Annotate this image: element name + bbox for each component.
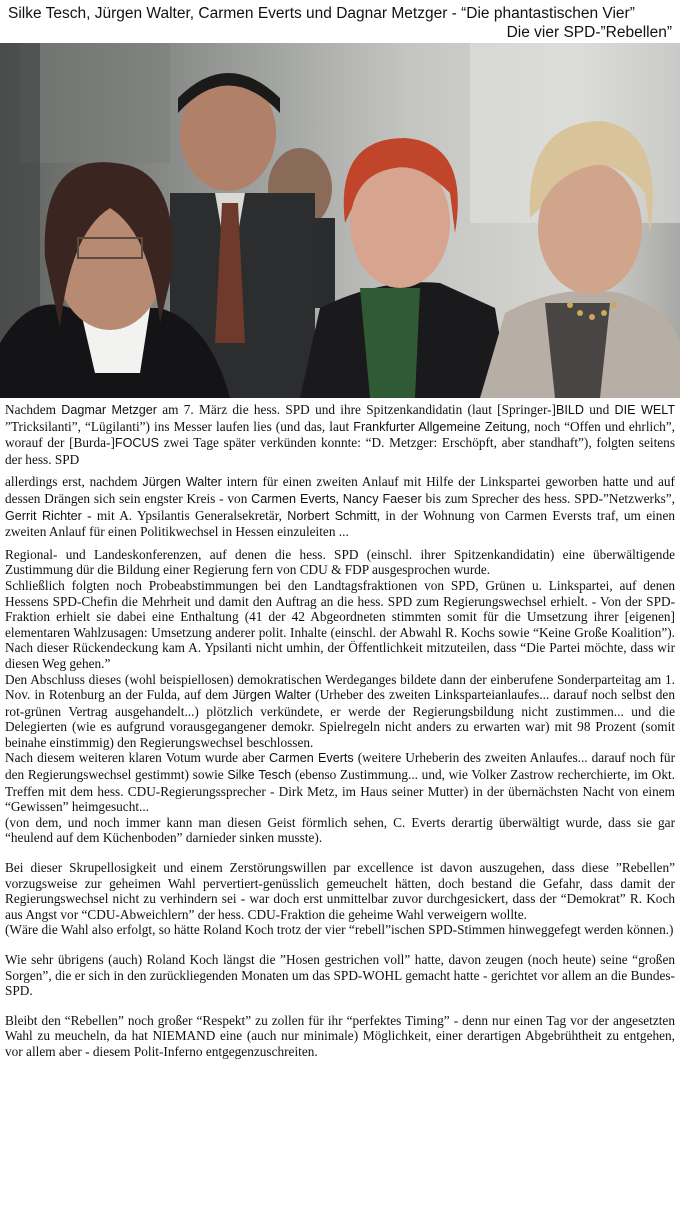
text-segment: intern für einen zweiten Anlauf mit Hilfe der Linkspartei geworben hatte und auf dessen Drängen sich sein engster Kreis - von: [5, 474, 675, 506]
text-segment: allerdings erst, nachdem: [5, 474, 143, 490]
title-line-rebels: Die vier SPD-”Rebellen”: [506, 24, 672, 41]
paragraph-wahl: (Wäre die Wahl also erfolgt, so hätte Roland Koch trotz der vier “rebell”ischen SPD-Stimmen hinweggefegt werden können.): [5, 922, 674, 938]
group-photo: [0, 43, 680, 398]
text-segment: (Urheber des zweiten Linksparteianlaufes... darauf noch selbst den rot-grünen Vertrag ausgehandelt...) plötzlich verkündete, er werde der Regierungsbildung nicht zustimmen... und die Delegierten (wie es aufgrund vorausgegangener demokr. Spielregeln nicht anders zu erwarten war) mit 98 Prozent (somit beinahe einstimmig) den Regierungswechsel beschlossen.: [5, 687, 675, 750]
text-segment: Nachdem: [5, 402, 62, 417]
paragraph-everts-tesch: [5, 750, 675, 814]
text-segment: und: [584, 402, 615, 417]
paragraph-konferenzen: Regional- und Landeskonferenzen, auf denen die hess. SPD (einschl. ihrer Spitzenkandidatin) eine überwältigende Zustimmung dür die Bildung einer Regierung fern von CDU & FDP ausgesprochen wurde.: [5, 546, 675, 578]
highlighted-name: Carmen Everts: [251, 491, 336, 506]
paragraph-sonderparteitag: [5, 672, 675, 751]
highlighted-name: Frankfurter Allgemeine Zeitung: [353, 419, 527, 434]
paragraph-kuechenboden: (von dem, und noch immer kann man diesen Geist förmlich sehen, C. Everts derartig überwältigt wurde, dass sie gar “heulend auf dem Küchenboden” darnieder sinken musste).: [5, 814, 675, 846]
title-line-names: Silke Tesch, Jürgen Walter, Carmen Everts und Dagnar Metzger - “Die phantastischen Vier”: [8, 5, 635, 22]
text-segment: Nach diesem weiteren klaren Votum wurde aber: [5, 750, 270, 766]
text-segment: (ebenso Zustimmung... und, wie Volker Zastrow recherchierte, im Okt. Treffen mit dem hess. CDU-Regierungssprecher - Dirk Metz, im Haus seiner Mutter) in der übernächsten Nacht von einem “Gewissen” heimgesucht...: [5, 767, 675, 815]
text-segment: , noch “Offen und ehrlich”, worauf der [Burda-]: [5, 418, 675, 451]
paragraph-koch: Wie sehr übrigens (auch) Roland Koch längst die ”Hosen gestrichen voll” hatte, davon zeugen (noch heute) seine “großen Sorgen”, die er sich in den zurückliegenden Monaten um das SPD-WOHL gemacht hatte - gerichtet vor allem an die Bundes-SPD.: [5, 952, 675, 999]
highlighted-name: DIE WELT: [614, 403, 676, 417]
group-photo-illustration: [0, 43, 680, 398]
text-segment: am 7. März die hess. SPD und ihre Spitzenkandidatin (laut [Springer-]: [156, 402, 556, 417]
text-segment: , in der Wohnung von Carmen Eversts traf, um einen zweiten Anlauf für einen Politikwechsel in Hessen einzuleiten ...: [5, 507, 675, 540]
highlighted-name: FOCUS: [114, 436, 159, 451]
text-segment: zwei Tage später verkünden konnte: “D. Metzger: Erschöpft, aber standhaft”), folgten seitens der hess. SPD: [5, 435, 675, 467]
article-text: [5, 402, 675, 1060]
highlighted-name: Jürgen Walter: [232, 688, 312, 703]
highlighted-name: Carmen Everts: [269, 751, 354, 766]
text-segment: ,: [335, 490, 343, 506]
highlighted-name: Gerrit Richter: [5, 508, 82, 523]
paragraph-metzger: [5, 402, 675, 467]
highlighted-name: BILD: [556, 403, 584, 417]
text-segment: - mit A. Ypsilantis Generalsekretär,: [81, 507, 288, 523]
text-segment: (weitere Urheberin des zweiten Anlaufes... darauf noch für den Regierungswechsel gestimmt) sowie: [5, 750, 676, 783]
paragraph-walter: [5, 474, 675, 539]
paragraph-skrupellosigkeit: Bei dieser Skrupellosigkeit und einem Zerstörungswillen par excellence ist davon auszugehen, dass diese ”Rebellen” vorzugsweise zur geheimen Wahl pervertiert-genüsslich gemeuchelt hätten, doch bestand die Gefahr, dass damit der Regierungswechsel nicht zu verhindern sei - war doch erst unmittelbar zuvor durchgesickert, dass der “Demokrat” R. Koch aus Angst vor “CDU-Abweichlern” der hess. CDU-Fraktion die geheime Wahl verweigern wollte.: [5, 860, 675, 922]
page-title: [0, 0, 680, 42]
paragraph-probeabstimmungen: Schließlich folgten noch Probeabstimmungen bei den Landtagsfraktionen von SPD, Grünen u. Linkspartei, auf denen Hessens SPD-Chefin die Mehrheit und damit den Auftrag an die hess. SPD zum Regierungswechsel erhielt. - Von der SPD-Fraktion erhielt sie dabei eine Enthaltung (41 der 42 Abgeordneten stimmten somit für die Umsetzung ihrer [eigenen] elementaren Wahlzusagen: Umsetzung anderer polit. Inhalte (einschl. der Abwahl R. Kochs sowie “Keine Große Koalition”). Nach dieser Rückendeckung kam A. Ypsilanti nicht umhin, der Öffentlichkeit mitzuteilen, dass “Die Partei möchte, dass wir diesen Weg gehen.”: [5, 577, 675, 671]
text-segment: Den Abschluss dieses (wohl beispiellosen) demokratischen Werdeganges bildete dann der einberufene Sonderparteitag am 1. Nov. in Rotenburg an der Fulda, auf dem: [5, 671, 675, 703]
text-segment: ”Tricksilanti”, “Lügilanti”) ins Messer laufen lies (und das, laut: [5, 418, 354, 434]
highlighted-name: Silke Tesch: [227, 768, 292, 783]
highlighted-name: Dagmar Metzger: [61, 403, 157, 417]
highlighted-name: Nancy Faeser: [342, 491, 422, 506]
paragraph-timing: Bleibt den “Rebellen” noch großer “Respekt” zu zollen für ihr “perfektes Timing” - denn nur einen Tag vor der angesetzten Wahl zu meucheln, da hat NIEMAND eine (auch nur minimale) Möglichkeit, einer derartigen Abgebrühtheit zu entgehen, vor allem aber - diesem Polit-Inferno entgegenzuschreiten.: [5, 1012, 675, 1059]
highlighted-name: Norbert Schmitt: [287, 508, 377, 523]
highlighted-name: Jürgen Walter: [142, 475, 222, 490]
text-segment: bis zum Sprecher des hess. SPD-”Netzwerks”,: [421, 490, 675, 506]
